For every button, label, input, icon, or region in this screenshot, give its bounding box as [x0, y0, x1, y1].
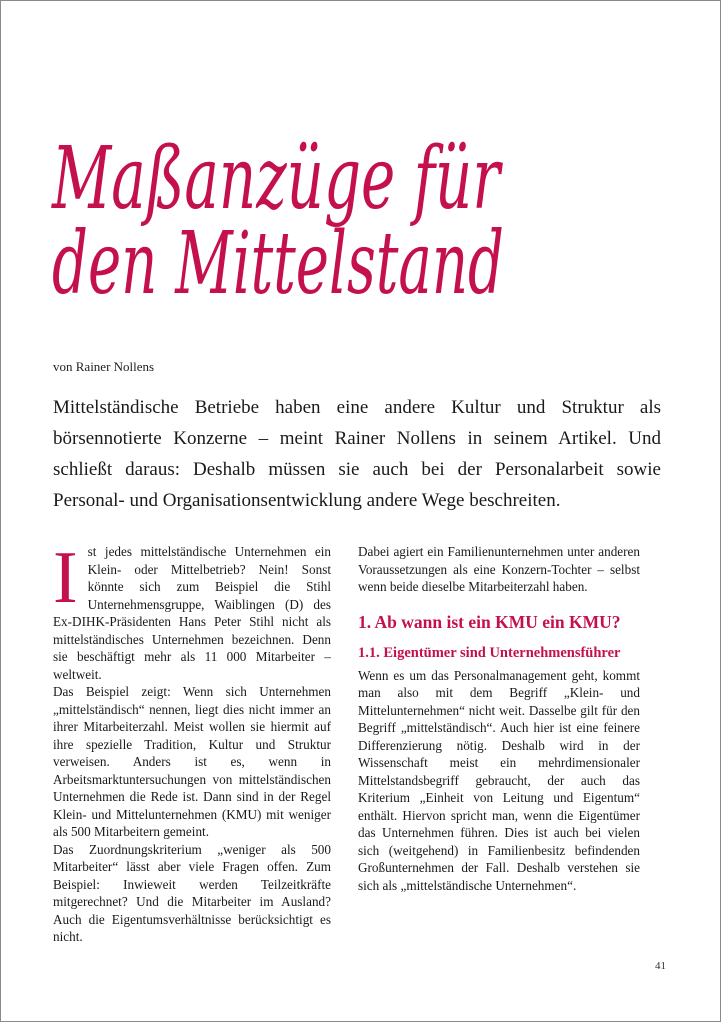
byline: von Rainer Nollens: [53, 359, 155, 374]
body-paragraph: Wenn es um das Personalmanagement geht, kommt man also mit dem Begriff „Klein- und Mittelunternehmen“ nicht weit. Dasselbe gilt für den Begriff „mittelständisch“. Auch hier ist eine feinere Differenzierung nötig. Deshalb wird in der Wissenschaft meist ein mehrdimensionaler Mittelstandsbegriff gebraucht, der auch das Kriterium „Einheit von Leitung und Eigentum“ enthält. Hiervon spricht man, wenn die Eigentümer das Unternehmen führen. Dies ist auch bei vielen sich (weitgehend) in Familienbesitz befindenden Großunternehmen der Fall. Deshalb verstehen sie sich als „mittelständische Unternehmen“.: [358, 667, 640, 893]
page-number: 41: [655, 960, 666, 972]
title-line-2: den Mittelstand: [52, 214, 504, 314]
body-paragraph: Das Beispiel zeigt: Wenn sich Unternehmen „mittelständisch“ nennen, liegt dies nicht immer an ihrer Mitarbeiterzahl. Meist wollen sie hiermit auf ihre spezielle Tradition, Kultur und Struktur verweisen. Anders ist es, wenn in Arbeitsmarktuntersuchungen von mittelständischen Unternehmen die Rede ist. Dann sind in der Regel Klein- und Mittelunternehmen (KMU) mit weniger als 500 Mitarbeitern gemeint.: [53, 684, 331, 839]
body-paragraph: Das Zuordnungskriterium „weniger als 500 Mitarbeiter“ lässt aber viele Fragen offen. Zum Beispiel: Inwieweit werden Teilzeitkräfte mitgerechnet? Und die Mitarbeiter im Ausland? Auch die Eigentumsverhältnisse berücksichtigt es nicht.: [53, 841, 331, 944]
body-paragraph: Dabei agiert ein Familienunternehmen unter anderen Voraussetzungen als eine Konzern-Tochter – selbst wenn beide dieselbe Mitarbeiterzahl haben.: [358, 544, 640, 594]
right-column: [358, 543, 640, 894]
article-title: [0, 0, 723, 330]
subsection-heading: 1.1. Eigentümer sind Unternehmensführer: [358, 645, 621, 661]
drop-cap: I: [53, 537, 78, 619]
body-paragraph: st jedes mittelständische Unternehmen ein Klein- oder Mittelbetrieb? Nein! Sonst könnte sich zum Beispiel die Stihl Unternehmensgruppe, Waiblingen (D) des Ex-DIHK-Präsidenten Hans Peter Stihl nicht als mittelständisches Unternehmen bezeichnen. Denn sie beschäftigt mehr als 11 000 Mitarbeiter – weltweit.: [53, 544, 331, 682]
section-heading: 1. Ab wann ist ein KMU ein KMU?: [358, 611, 621, 632]
left-column: [53, 537, 331, 946]
title-line-1: Maßanzüge für: [50, 129, 504, 229]
lead-paragraph: Mittelständische Betriebe haben eine andere Kultur und Struktur als börsennotierte Konzerne – meint Rainer Nollens in seinem Artikel. Und schließt daraus: Deshalb müssen sie auch bei der Personalarbeit sowie Personal- und Organisationsentwicklung andere Wege beschreiten.: [53, 397, 661, 511]
